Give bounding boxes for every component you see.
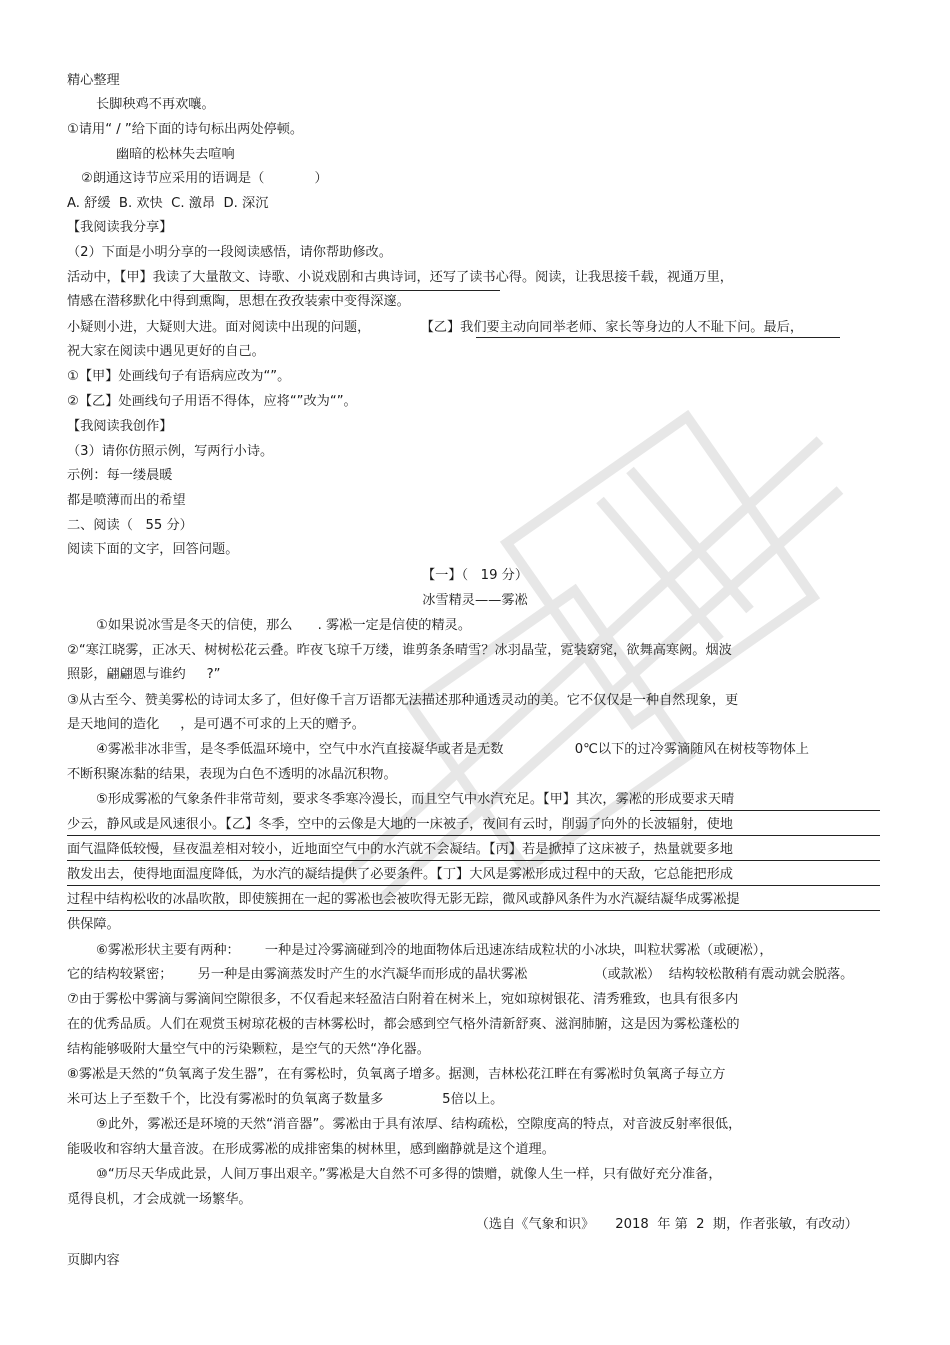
- paragraph-line: 照影，翩翩恩与谁约 ?”: [67, 667, 221, 682]
- paragraph-line: ①如果说冰雪是冬天的信使，那么 . 雾凇一定是信使的精灵。: [96, 618, 472, 633]
- paragraph-line: 米可达上子至数千个，比没有雾凇时的负氧离子数量多 5倍以上。: [67, 1092, 504, 1107]
- paragraph-line: 供保障。: [67, 917, 120, 932]
- paragraph-line: 在的优秀品质。人们在观赏玉树琼花极的吉林雾松时，都会感到空气格外清新舒爽、滋润肺腑，这是因为雾松蓬松的: [67, 1017, 740, 1032]
- paragraph-line: ②“寒江晓雾，正冰天、树树松花云叠。昨夜飞琼千万缕，谁剪条条晴雪？冰羽晶莹，霓装窈窕，欲舞高寒阙。烟波: [67, 643, 732, 658]
- paragraph-line: 觅得良机，才会成就一场繁华。: [67, 1192, 252, 1207]
- paragraph-line: ④雾凇非冰非雪，是冬季低温环境中，空气中水汽直接凝华或者是无数 0℃以下的过冷雾滴随风在树枝等物体上: [96, 742, 809, 757]
- paragraph-line: 能吸收和容纳大量音波。在形成雾凇的成排密集的树林里，感到幽静就是这个道理。: [67, 1142, 555, 1157]
- paragraph-line: ⑩“历尽天华成此景，人间万事出艰辛。”雾凇是大自然不可多得的馈赠，就像人生一样，只有做好充分准备，: [96, 1167, 722, 1182]
- paragraph-line: 散发出去，使得地面温度降低，为水汽的凝结提供了必要条件。【丁】大风是雾凇形成过程中的天敌，它总能把形成: [67, 867, 733, 882]
- underline-mark: [180, 290, 500, 291]
- paragraph-line: 不断积聚冻黏的结果，表现为白色不透明的冰晶沉积物。: [67, 767, 397, 782]
- section-heading: 【我阅读我分享】: [67, 220, 173, 235]
- underline-mark: [476, 337, 840, 338]
- paragraph-line: ⑧雾凇是天然的“负氧离子发生器”，在有雾松时，负氧离子增多。据测，吉林松花江畔在有雾凇时负氧离子每立方: [67, 1067, 726, 1082]
- text-line: 祝大家在阅读中遇见更好的自己。: [67, 344, 265, 359]
- underline-mark: [67, 835, 880, 836]
- question-line: （3）请你仿照示例，写两行小诗。: [67, 444, 274, 459]
- source-citation: （选自《气象和识》 2018 年 第 2 期，作者张敏，有改动）: [475, 1217, 858, 1232]
- paragraph-line: 它的结构较紧密； 另一种是由雾滴蒸发时产生的水汽凝华而形成的晶状雾凇 （或款凇） 结构较松散稍有震动就会脱落。: [67, 967, 854, 982]
- section-heading: 【我阅读我创作】: [67, 419, 173, 434]
- poem-line: 幽暗的松林失去喧响: [116, 147, 235, 162]
- text-line: 小疑则小进，大疑则大进。面对阅读中出现的问题， 【乙】我们要主动向同举老师、家长等身边的人不耻下问。最后，: [67, 320, 804, 335]
- text-line: 情感在潜移默化中得到熏陶，思想在孜孜装索中变得深邃。: [67, 294, 410, 309]
- example-line: 都是喷薄而出的希望: [67, 493, 186, 508]
- underline-mark: [67, 910, 880, 911]
- question-line: （2）下面是小明分享的一段阅读感悟，请你帮助修改。: [67, 245, 392, 260]
- underline-mark: [67, 860, 880, 861]
- paragraph-line: ⑤形成雾凇的气象条件非常苛刻，要求冬季寒冷漫长，而且空气中水汽充足。【甲】其次，雾凇的形成要求天晴: [96, 792, 735, 807]
- section-heading: 二、阅读（ 55 分）: [67, 518, 193, 533]
- paragraph-line: 结构能够吸附大量空气中的污染颗粒，是空气的天然“净化器。: [67, 1042, 430, 1057]
- question-line: ②【乙】处画线句子用语不得体，应将“”改为“”。: [67, 394, 357, 409]
- instruction-line: 阅读下面的文字，回答问题。: [67, 542, 239, 557]
- paragraph-line: ⑦由于雾松中雾滴与雾滴间空隙很多，不仅看起来轻盈洁白附着在树米上，宛如琼树银花、清秀雅致，也具有很多内: [67, 992, 739, 1007]
- page-footer: 页脚内容: [67, 1253, 120, 1268]
- question-line: ①请用“ / ”给下面的诗句标出两处停顿。: [67, 122, 304, 137]
- page-header: 精心整理: [67, 73, 120, 88]
- paragraph-line: 面气温降低较慢，昼夜温差相对较小，近地面空气中的水汽就不会凝结。【丙】若是掀掉了这床被子，热量就要多地: [67, 842, 733, 857]
- underline-mark: [67, 885, 880, 886]
- article-title: 冰雪精灵——雾凇: [422, 593, 528, 608]
- paragraph-line: ⑥雾凇形状主要有两种： 一种是过冷雾滴碰到冷的地面物体后迅速冻结成粒状的小冰块，叫粒状雾凇（或硬凇），: [96, 943, 773, 958]
- paragraph-line: 过程中结构松收的冰晶吹散，即使簇拥在一起的雾凇也会被吹得无影无踪，微风或静风条件为水汽凝结凝华成雾凇提: [67, 892, 740, 907]
- text-line: 长脚秧鸡不再欢嚷。: [96, 97, 215, 112]
- example-line: 示例：每一缕晨暖: [67, 468, 173, 483]
- paragraph-line: ③从古至今、赞美雾松的诗词太多了，但好像千言万语都无法描述那种通透灵动的美。它不仅仅是一种自然现象，更: [67, 693, 739, 708]
- text-line: 活动中，【甲】我读了大量散文、诗歌、小说戏剧和古典诗词，还写了读书心得。阅读，让我思接千载，视通万里，: [67, 270, 733, 285]
- underline-mark: [650, 810, 880, 811]
- question-line: ①【甲】处画线句子有语病应改为“”。: [67, 369, 291, 384]
- paragraph-line: 是天地间的造化 ，是可遇不可求的上天的赠予。: [67, 717, 365, 732]
- paragraph-line: ⑨此外，雾凇还是环境的天然“消音器”。雾凇由于具有浓厚、结构疏松，空隙度高的特点，对音波反射率很低，: [96, 1117, 742, 1132]
- paragraph-line: 少云，静风或是风速很小。【乙】冬季，空中的云像是大地的一床被子，夜间有云时，削弱了向外的长波辐射，使地: [67, 817, 733, 832]
- answer-options: A. 舒缓 B. 欢快 C. 激昂 D. 深沉: [67, 196, 269, 211]
- question-line: ②朗通这诗节应采用的语调是（ ）: [81, 171, 328, 186]
- article-part-heading: 【一】（ 19 分）: [421, 568, 529, 583]
